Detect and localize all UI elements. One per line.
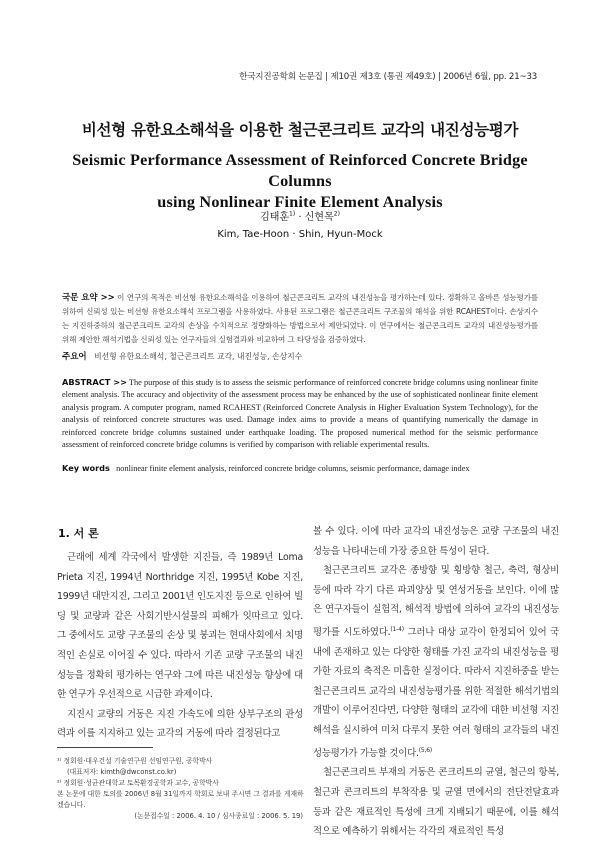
paragraph: 근래에 세계 각국에서 발생한 지진들, 즉 1989년 Loma Prieta 지진, 1994년 Northridge 지진, 1995년 Kobe 지진, 1999년 대만지진, 그리고 2001년 인도지진 등으로 인하여 빌딩 및 교량과 같은 사회기반시설물의 피해가 잇따르고 있다. 그 중에서도 교량 구조물의 손상 및 붕괴는 현대사회에서 치명적인 손실로 이어질 수 있다. 따라서 기존 교량 구조물의 내진성능을 정확히 평가하는 연구와 그에 따른 내진성능 향상에 대한 연구가 우선적으로 시급한 과제이다. [57, 552, 303, 701]
abstract-korean [62, 291, 538, 347]
paragraph: 지진시 교량의 거동은 지진 가속도에 의한 상부구조의 관성력과 이를 지지하고 있는 교각의 거동에 따라 결정된다고 [57, 708, 303, 740]
authors-korean [0, 208, 600, 223]
abstract-korean-text: 이 연구의 목적은 비선형 유한요소해석을 이용하여 철근콘크리트 교각의 내진성능을 평가하는데 있다. 정확하고 올바른 성능평가를 위하여 신뢰성 있는 비선형 유한요소해석 프로그램을 사용하였다. 사용된 프로그램은 철근콘크리트 구조물의 해석을 위한 RCAHEST이다. 손상지수는 지진하중하의 철근콘크리트 교각의 손상을 수치적으로 정량화하는 방법으로서 제안되었다. 이 연구에서는 철근콘크리트 교각의 내진성능평가를 위해 제안한 해석기법을 신뢰성 있는 연구자들의 실험결과와 비교하여 그 타당성을 검증하였다. [62, 293, 538, 344]
paragraph: 철근콘크리트 부재의 거동은 콘크리트의 균열, 철근의 항복, 철근과 콘크리트의 부착작용 및 균열 면에서의 전단전달효과 등과 같은 재료적인 특성에 크게 지배되기 때문에, 이를 해석적으로 예측하기 위해서는 각각의 재료적인 특성 [313, 767, 559, 838]
authors-english: Kim, Tae-Hoon · Shin, Hyun-Mock [217, 229, 383, 240]
abstract-english-text: The purpose of this study is to assess the seismic performance of reinforced concrete bridge columns using nonlinear finite element analysis. The accuracy and objectivity of the assessment process may be enhanced by the use of sophisticated nonlinear finite element analysis program. A computer program, named RCAHEST (Reinforced Concrete Analysis in Higher Evaluation System Technology), for the analysis of reinforced concrete structures was used. Damage index aims to provide a means of quantifying numerically the damage in reinforced concrete bridge columns sustained under earthquake loading. The proposed numerical method for the seismic performance assessment of reinforced concrete bridge columns is verified by comparison with reliable experimental results. [62, 378, 538, 450]
keywords-english [62, 463, 538, 473]
author1-sup: 1) [289, 210, 296, 218]
abstract-korean-label: 국문 요약 >> [62, 293, 115, 303]
footnote-1-contact: (대표저자: kimth@dwconst.co.kr) [67, 768, 177, 776]
title-korean: 비선형 유한요소해석을 이용한 철근콘크리트 교각의 내진성능평가 [81, 121, 519, 139]
keywords-korean [62, 350, 538, 362]
right-column-body [313, 522, 559, 842]
paragraph-text: 그러나 대상 교각이 한정되어 있어 국내에 존재하고 있는 다양한 형태를 가진 교각의 내진성능을 평가한 자료의 축적은 미흡한 실정이다. 따라서 지진하중을 받는 철근콘크리트 교각의 내진성능평가를 위한 적절한 해석기법의 개발이 이루어진다면, 다양한 형태의 교각에 대한 비선형 지진해석을 실시하여 미처 다루지 못한 여러 형태의 교각들의 내진성능평가가 가능할 것이다. [313, 627, 559, 759]
footnote-divider [57, 747, 153, 748]
keywords-korean-text: 비선형 유한요소해석, 철근콘크리트 교각, 내진성능, 손상지수 [94, 352, 303, 361]
title-english [40, 150, 560, 213]
citation: (1-4) [390, 625, 404, 633]
keywords-english-text: nonlinear finite element analysis, reinforced concrete bridge columns, seismic performance, damage index [116, 464, 470, 473]
section-heading-introduction: 1. 서 론 [58, 527, 99, 540]
author2-name: 신현목 [304, 212, 334, 223]
paragraph: 볼 수 있다. 이에 따라 교각의 내진성능은 교량 구조물의 내진성능을 나타내는데 가장 중요한 특성이 된다. [313, 526, 559, 557]
left-column-body [57, 548, 303, 744]
abstract-english [62, 376, 538, 451]
author1-name: 김태훈 [260, 212, 290, 223]
footnote-2: ²⁾ 정회원·성균관대학교 토목환경공학과 교수, 공학박사 [57, 779, 219, 787]
author-separator: · [295, 212, 305, 223]
footnote-1: ¹⁾ 정회원·대우건설 기술연구원 선임연구원, 공학박사 [57, 757, 213, 765]
citation: (5,6) [418, 746, 432, 754]
author2-sup: 2) [333, 210, 340, 218]
title-english-line2: using Nonlinear Finite Element Analysis [157, 193, 443, 211]
footnotes [57, 756, 307, 822]
paragraph [313, 561, 559, 763]
abstract-english-label: ABSTRACT >> [62, 377, 127, 387]
keywords-korean-label: 주요어 [62, 352, 87, 362]
paragraph-text: 철근콘크리트 교각은 종방향 및 횡방향 철근, 축력, 형상비 등에 따라 각기 다른 파괴양상 및 연성거동을 보인다. 이에 많은 연구자들이 실험적, 해석적 방법에 의하여 교각의 내진성능평가를 시도하였다. [313, 565, 559, 639]
footnote-discussion: 본 논문에 대한 토의를 2006년 8월 31일까지 학회로 보내 주시면 그 결과를 게재하겠습니다. [57, 790, 304, 809]
journal-header: 한국지진공학회 논문집 | 제10권 제3호 (통권 제49호) | 2006년 6월, pp. 21~33 [239, 72, 537, 82]
footnote-dates: (논문접수일 : 2006. 4. 10 / 심사종료일 : 2006. 5. 19) [134, 812, 303, 820]
title-english-line1: Seismic Performance Assessment of Reinforced Concrete Bridge Columns [72, 151, 528, 190]
keywords-english-label: Key words [62, 463, 110, 473]
